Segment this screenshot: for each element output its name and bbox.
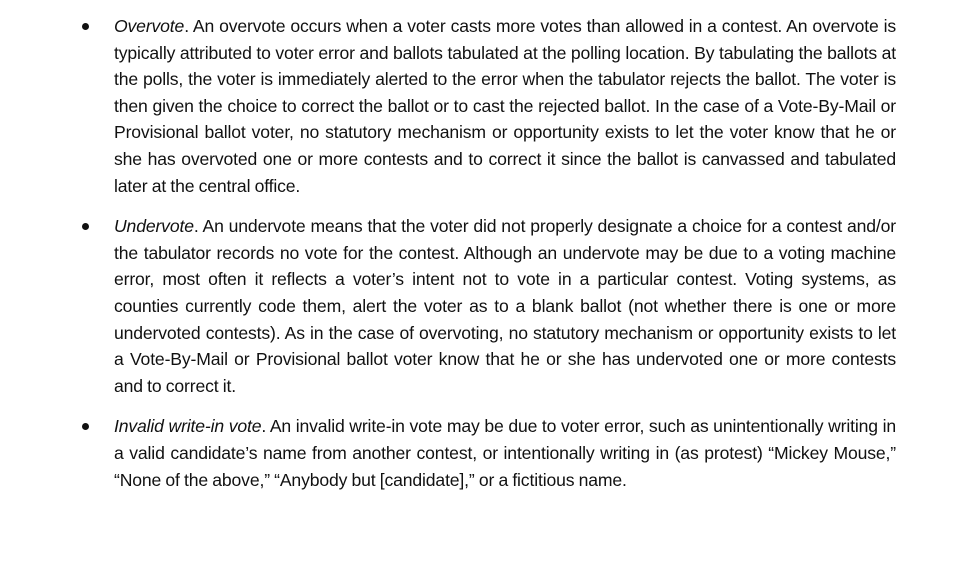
paragraph-invalid-write-in (114, 413, 896, 493)
definition-list (78, 13, 896, 507)
bullet-overvote (78, 13, 896, 199)
term-overvote: Overvote (114, 16, 185, 36)
text-undervote: . An undervote means that the voter did not properly designate a choice for a contest and/or the tabulator records no vote for the contest. Although an undervote may be due to a voting machine error, most often it reflects a voter’s intent not to vote in a particular contest. Voting systems, as counties currently code them, alert the voter as to a blank ballot (not whether there is one or more undervoted contests). As in the case of overvoting, no statutory mechanism or opportunity exists to let a Vote-By-Mail or Provisional ballot voter know that he or she has undervoted one or more contests and to correct it. (114, 216, 896, 396)
bullet-icon (82, 223, 89, 230)
bullet-invalid-write-in (78, 413, 896, 493)
paragraph-overvote (114, 13, 896, 199)
bullet-icon (82, 423, 89, 430)
bullet-icon (82, 23, 89, 30)
term-undervote: Undervote (114, 216, 194, 237)
text-overvote: . An overvote occurs when a voter casts more votes than allowed in a contest. An overvote is typically attributed to voter error and ballots tabulated at the polling location. By tabulating the ballots at the polls, the voter is immediately alerted to the error when the tabulator rejects the ballot. The voter is then given the choice to correct the ballot or to cast the rejected ballot. In the case of a Vote-By-Mail or Provisional ballot voter, no statutory mechanism or opportunity exists to let the voter know that he or she has overvoted one or more contests and to correct it since the ballot is canvassed and tabulated later at the central office. (114, 16, 896, 196)
term-invalid-write-in: Invalid write-in vote (114, 416, 262, 437)
paragraph-undervote (114, 213, 896, 399)
text-invalid-write-in: . An invalid write-in vote may be due to voter error, such as unintentionally writing in a valid candidate’s name from another contest, or intentionally writing in (as protest) “Mickey Mouse,” “None of the above,” “Anybody but [candidate],” or a fictitious name. (114, 416, 897, 490)
bullet-undervote (78, 213, 896, 399)
